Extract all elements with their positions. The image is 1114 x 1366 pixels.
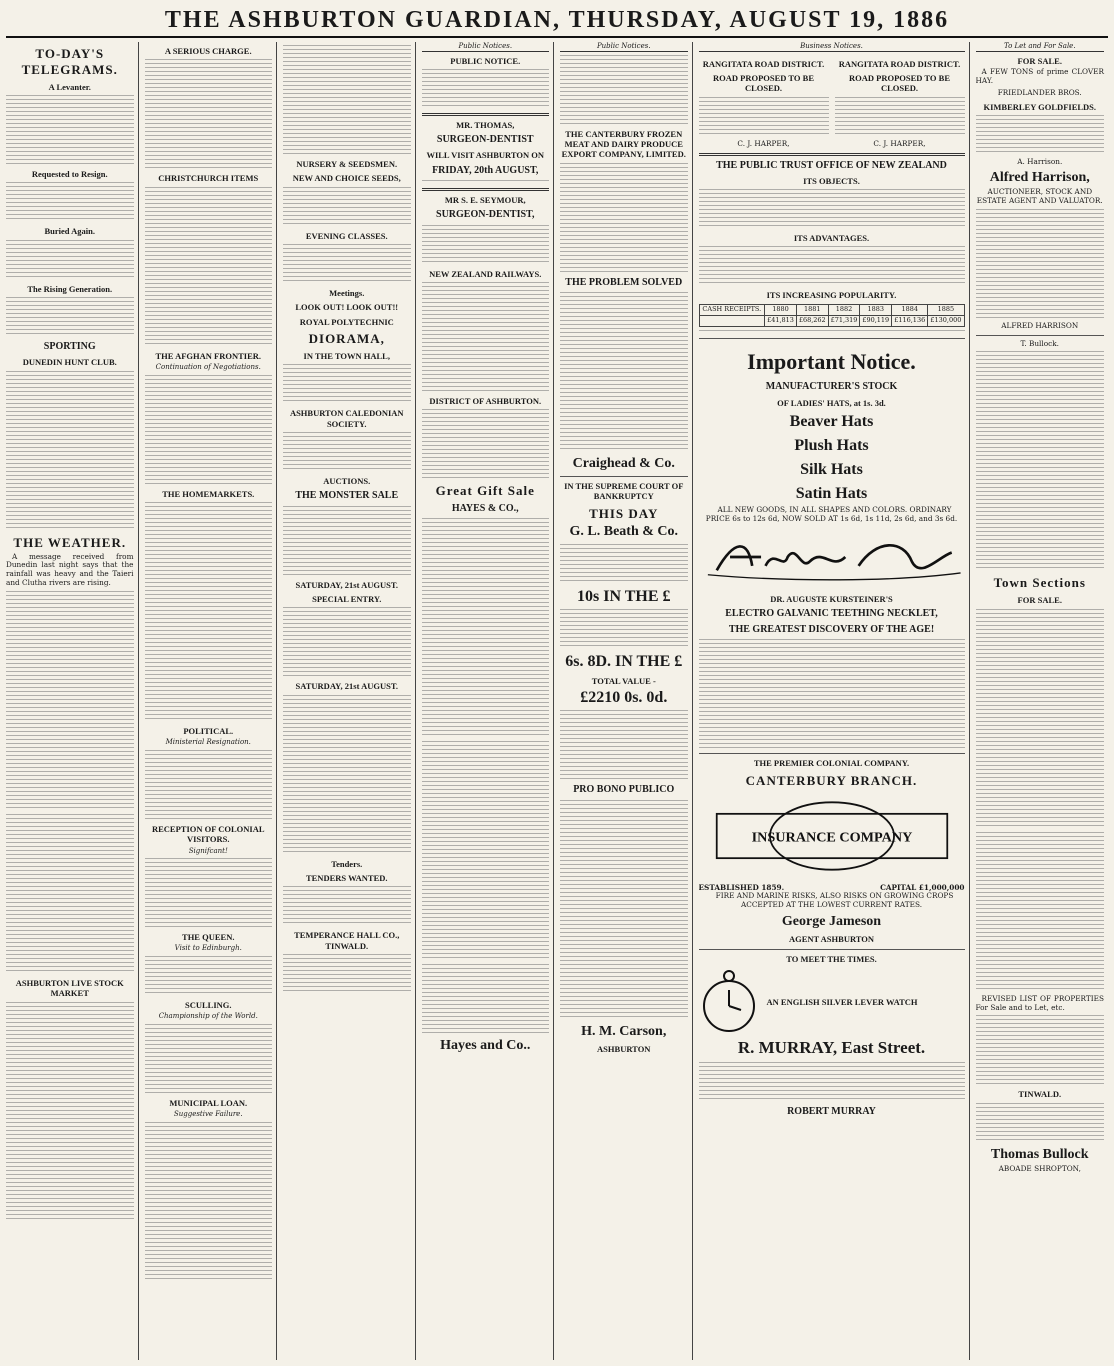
road-district: RANGITATA ROAD DISTRICT. [702, 58, 825, 69]
notice-body [422, 964, 550, 1034]
table-cell: 1884 [892, 304, 928, 315]
notice-body [560, 55, 688, 125]
article-body [145, 187, 273, 347]
total-value: £2210 0s. 0d. [580, 688, 668, 706]
advert-diorama: DIORAMA, [308, 331, 385, 347]
notice-body [422, 180, 550, 184]
manufacturer-stock: MANUFACTURER'S STOCK [765, 381, 898, 393]
bullock-header: T. Bullock. [1020, 338, 1059, 348]
article-body [6, 95, 134, 165]
public-trust-popularity: ITS INCREASING POPULARITY. [766, 290, 897, 301]
table-cell: 1885 [928, 304, 964, 315]
pocket-watch-icon [699, 966, 759, 1036]
columns [6, 42, 1108, 1360]
road-closed: ROAD PROPOSED TO BE CLOSED. [713, 72, 814, 94]
notice-body [560, 609, 688, 649]
divider [699, 338, 965, 339]
carson-location: ASHBURTON [597, 1043, 651, 1054]
advert-saturday: SATURDAY, 21st AUGUST. [295, 579, 398, 590]
telegrams-title: TO-DAY'S TELEGRAMS. [21, 46, 118, 77]
important-notice: Important Notice. [747, 348, 916, 374]
jameson-name: George Jameson [781, 914, 882, 930]
heading-reception: RECEPTION OF COLONIAL VISITORS. [151, 823, 265, 845]
frozen-meat-title: THE CANTERBURY FROZEN MEAT AND DAIRY PRODUCE EXPORT COMPANY, LIMITED. [561, 128, 686, 160]
notice-body [560, 800, 688, 1020]
notice-body [835, 97, 965, 137]
advert-monster-sale: THE MONSTER SALE [295, 490, 399, 502]
heading-auctions: AUCTIONS. [323, 476, 371, 487]
heading-municipal: MUNICIPAL LOAN. [169, 1097, 248, 1108]
notice-body [422, 741, 550, 961]
necklet-title: ELECTRO GALVANIC TEETHING NECKLET, [725, 608, 938, 620]
capital: CAPITAL £1,000,000 [880, 882, 965, 892]
advert-look-out: LOOK OUT! LOOK OUT!! [295, 302, 399, 313]
road-district: RANGITATA ROAD DISTRICT. [838, 58, 961, 69]
carson-name: H. M. Carson, [581, 1023, 667, 1039]
advert-saturday: SATURDAY, 21st AUGUST. [295, 681, 398, 692]
article-body [6, 814, 134, 974]
road-signatory: C. J. HARPER, [737, 138, 790, 148]
notice-body [422, 282, 550, 392]
article-body [145, 59, 273, 169]
public-trust-advantages: ITS ADVANTAGES. [793, 233, 870, 244]
hat-item: Plush Hats [794, 436, 869, 454]
harrison-sub: AUCTIONEER, STOCK AND ESTATE AGENT AND VALUATOR. [976, 186, 1103, 205]
table-cell: £90,119 [860, 315, 892, 326]
notice-body [560, 544, 688, 584]
advert-evening: EVENING CLASSES. [305, 230, 388, 241]
column-header: To Let and For Sale. [976, 42, 1105, 52]
public-trust-title: THE PUBLIC TRUST OFFICE OF NEW ZEALAND [716, 159, 947, 171]
public-trust-objects: ITS OBJECTS. [803, 175, 860, 186]
sporting-results [6, 371, 134, 531]
heading-sculling: SCULLING. [184, 1000, 232, 1010]
article-body [6, 297, 134, 337]
table-cell: 1882 [828, 304, 860, 315]
advert-body [283, 45, 411, 155]
subheading: Suggestive Failure. [173, 1110, 243, 1119]
table-cell: £116,136 [892, 315, 928, 326]
hayes-name: HAYES & CO., [451, 503, 519, 515]
subheading: Continuation of Negotiations. [155, 363, 261, 372]
hat-item: Silk Hats [800, 460, 863, 478]
gift-sale-title: Great Gift Sale [435, 483, 535, 499]
table-cell: CASH RECEIPTS. [699, 304, 765, 315]
goldfields: KIMBERLEY GOLDFIELDS. [983, 101, 1097, 112]
article-body [145, 858, 273, 928]
table-cell: 1881 [796, 304, 828, 315]
heading-resign: Requested to Resign. [31, 169, 108, 180]
notice-body [422, 225, 550, 265]
notice-body [560, 163, 688, 273]
table-cell: £71,319 [828, 315, 860, 326]
table-cell [699, 315, 765, 326]
weather-lead: A message received from Dunedin last night says that the rainfall was heavy and the Taieri and Clutha rivers are rising. [6, 551, 134, 588]
masthead-rule [6, 36, 1108, 38]
article-body [6, 1002, 134, 1222]
notice-body [699, 97, 829, 137]
column-public-notices-b [560, 42, 693, 1360]
pro-bono-title: PRO BONO PUBLICO [573, 784, 675, 796]
revised-list: REVISED LIST OF PROPERTIES For Sale and to Let, etc. [975, 993, 1104, 1012]
advert-polytechnic: ROYAL POLYTECHNIC [299, 316, 394, 327]
table-cell: £130,000 [928, 315, 964, 326]
notice-body [699, 330, 965, 334]
receipts-table [699, 304, 965, 327]
for-sale: FOR SALE. [1017, 55, 1062, 66]
advert-body [976, 209, 1105, 319]
masthead: THE ASHBURTON GUARDIAN, THURSDAY, AUGUST 19, 1886 [164, 7, 950, 33]
heading-political: POLITICAL. [183, 725, 234, 736]
table-cell: £41,813 [765, 315, 797, 326]
silver-lever: AN ENGLISH SILVER LEVER WATCH [766, 996, 918, 1007]
heading-hunt-club: DUNEDIN HUNT CLUB. [22, 357, 117, 368]
advert-nursery: NURSERY & SEEDSMEN. [296, 159, 398, 169]
dentist-title: SURGEON-DENTIST, [436, 209, 535, 221]
advert-body [976, 115, 1105, 155]
murray-signature: ROBERT MURRAY [787, 1105, 876, 1117]
article-body [145, 750, 273, 820]
article-body [145, 1122, 273, 1282]
discount-one: 10s IN THE £ [576, 587, 671, 605]
notice-body [422, 69, 550, 109]
advert-body [283, 432, 411, 472]
road-signatory: C. J. HARPER, [873, 138, 926, 148]
to-let-list [976, 351, 1105, 571]
heading-christchurch: CHRISTCHURCH ITEMS [158, 173, 259, 184]
article-body [145, 956, 273, 996]
advert-body [699, 1062, 965, 1102]
divider [422, 113, 550, 116]
table-cell: 1883 [860, 304, 892, 315]
advert-temperance: TEMPERANCE HALL CO., TINWALD. [294, 930, 400, 951]
dentist-name: MR S. E. SEYMOUR, [444, 194, 526, 205]
divider [976, 335, 1105, 336]
sections-list [976, 832, 1105, 992]
bullock-name: Thomas Bullock [990, 1146, 1089, 1162]
notice-body [422, 409, 550, 479]
article-body [145, 1024, 273, 1094]
canterbury-branch: CANTERBURY BRANCH. [745, 772, 918, 788]
court-title: IN THE SUPREME COURT OF BANKRUPTCY [564, 480, 684, 502]
heading-queen: THE QUEEN. [182, 932, 235, 943]
craighead-name: Craighead & Co. [572, 455, 675, 471]
jameson-agent: AGENT ASHBURTON [788, 934, 875, 945]
insurance-company-logo [699, 791, 965, 881]
advert-seeds: NEW AND CHOICE SEEDS, [292, 173, 401, 184]
andrew-orr-signature [699, 527, 965, 587]
road-notice-left [699, 55, 829, 149]
town-sections: Town Sections [993, 575, 1086, 591]
murray-name: R. MURRAY, East Street. [737, 1037, 926, 1057]
greatest-discovery: THE GREATEST DISCOVERY OF THE AGE! [728, 624, 935, 636]
article-body [6, 182, 134, 222]
subheading: Visit to Edinburgh. [174, 944, 242, 953]
heading-meetings: Meetings. [329, 288, 365, 299]
road-notices [699, 55, 965, 149]
fire-marine: FIRE AND MARINE RISKS, ALSO RISKS ON GROWING CROPS ACCEPTED AT THE LOWEST CURRENT RATES. [715, 891, 954, 910]
column-header: Business Notices. [699, 42, 965, 52]
logo-text: INSURANCE COMPANY [751, 828, 912, 845]
article-body [145, 502, 273, 722]
column-to-let [976, 42, 1109, 1360]
article-body [6, 240, 134, 280]
heading-afghan: THE AFGHAN FRONTIER. [155, 350, 262, 361]
bullock-sub: ABOADE SHROPTON, [998, 1163, 1081, 1173]
harrison-signature: ALFRED HARRISON [1001, 320, 1079, 330]
total-label: TOTAL VALUE - [591, 675, 656, 686]
advert-caledonian: ASHBURTON CALEDONIAN SOCIETY. [289, 408, 404, 429]
heading-buried: Buried Again. [44, 226, 96, 237]
town-for-sale: FOR SALE. [1017, 595, 1062, 606]
column-business-notices [699, 42, 970, 1360]
column-news [145, 42, 278, 1360]
advert-body [283, 187, 411, 227]
advert-body [283, 695, 411, 855]
road-closed: ROAD PROPOSED TO BE CLOSED. [849, 72, 950, 94]
heading-rising: The Rising Generation. [27, 283, 113, 294]
advert-special: SPECIAL ENTRY. [312, 594, 382, 604]
heading-levanter: A Levanter. [48, 81, 91, 92]
notice-body [560, 292, 688, 452]
table-row [699, 304, 964, 315]
heading-weather: THE WEATHER. [13, 534, 127, 550]
advert-town-hall: IN THE TOWN HALL, [303, 351, 390, 362]
problem-title: THE PROBLEM SOLVED [565, 276, 683, 288]
subheading: Ministerial Resignation. [165, 738, 251, 747]
clover-hay: A FEW TONS of prime CLOVER HAY. [975, 66, 1104, 85]
advert-body [283, 364, 411, 404]
road-notice-right [835, 55, 965, 149]
column-header: Public Notices. [422, 42, 550, 52]
table-cell: £68,262 [796, 315, 828, 326]
subheading: Signifcant! [188, 846, 228, 855]
divider [699, 949, 965, 950]
heading-sporting: SPORTING [43, 341, 96, 353]
advert-body [283, 244, 411, 284]
harrison-header: A. Harrison. [1017, 156, 1063, 166]
visit-text: WILL VISIT ASHBURTON ON [426, 150, 545, 161]
subheading: Championship of the World. [158, 1012, 258, 1021]
divider [422, 188, 550, 191]
column-public-notices-a [422, 42, 555, 1360]
table-cell: 1880 [765, 304, 797, 315]
article-body [145, 375, 273, 485]
railways-title: NEW ZEALAND RAILWAYS. [429, 268, 542, 279]
heading-serious-charge: A SERIOUS CHARGE. [164, 46, 252, 56]
divider [699, 753, 965, 754]
dentist-title: SURGEON-DENTIST [436, 134, 534, 146]
public-notice-title: PUBLIC NOTICE. [450, 55, 521, 66]
established: ESTABLISHED 1859. [698, 882, 785, 892]
friedlander: FRIEDLANDER BROS. [997, 87, 1082, 97]
watch-advert [699, 966, 965, 1036]
hat-item: Satin Hats [795, 484, 868, 502]
advert-body [283, 506, 411, 576]
visit-date: FRIDAY, 20th AUGUST, [432, 164, 539, 176]
article-body [6, 591, 134, 811]
advert-body [699, 639, 965, 749]
table-row [699, 315, 964, 326]
advert-body [283, 886, 411, 926]
premier-company: THE PREMIER COLONIAL COMPANY. [753, 758, 910, 769]
notice-body [699, 246, 965, 286]
heading-livestock: ASHBURTON LIVE STOCK MARKET [15, 978, 124, 999]
hayes-signature: Hayes and Co.. [440, 1038, 531, 1054]
hats-list [699, 410, 965, 506]
to-meet-times: TO MEET THE TIMES. [786, 953, 877, 964]
column-advertisements-a [283, 42, 416, 1360]
hats-note: ALL NEW GOODS, IN ALL SHAPES AND COLORS. ORDINARY PRICE 6s to 12s 6d, NOW SOLD AT 1s 6d, 1s 11d, 2s 6d, and 3s 6d. [705, 504, 958, 523]
kursteiner-title: DR. AUGUSTE KURSTEINER'S [770, 593, 893, 604]
divider [560, 476, 688, 477]
heading-tenders: Tenders. [331, 858, 363, 869]
advert-body [976, 1103, 1105, 1143]
notice-body [422, 518, 550, 738]
sections-list [976, 609, 1105, 829]
column-telegrams [6, 42, 139, 1360]
tinwald: TINWALD. [1018, 1089, 1062, 1100]
discount-two: 6s. 8D. IN THE £ [565, 653, 683, 671]
advert-body [283, 607, 411, 677]
harrison-name: Alfred Harrison, [989, 169, 1090, 185]
divider [699, 153, 965, 156]
advert-tenders-wanted: TENDERS WANTED. [305, 873, 388, 884]
column-header: Public Notices. [560, 42, 688, 52]
district-title: DISTRICT OF ASHBURTON. [429, 395, 542, 406]
advert-body [976, 1015, 1105, 1085]
notice-body [699, 189, 965, 229]
notice-body [560, 710, 688, 780]
dentist-name: MR. THOMAS, [456, 119, 515, 130]
advert-body [283, 954, 411, 994]
hat-item: Beaver Hats [789, 412, 874, 430]
ladies-hats: OF LADIES' HATS, at 1s. 3d. [777, 397, 886, 408]
heading-homemarkets: THE HOMEMARKETS. [162, 488, 255, 499]
this-day: THIS DAY [589, 505, 659, 521]
beath-name: G. L. Beath & Co. [569, 524, 678, 540]
